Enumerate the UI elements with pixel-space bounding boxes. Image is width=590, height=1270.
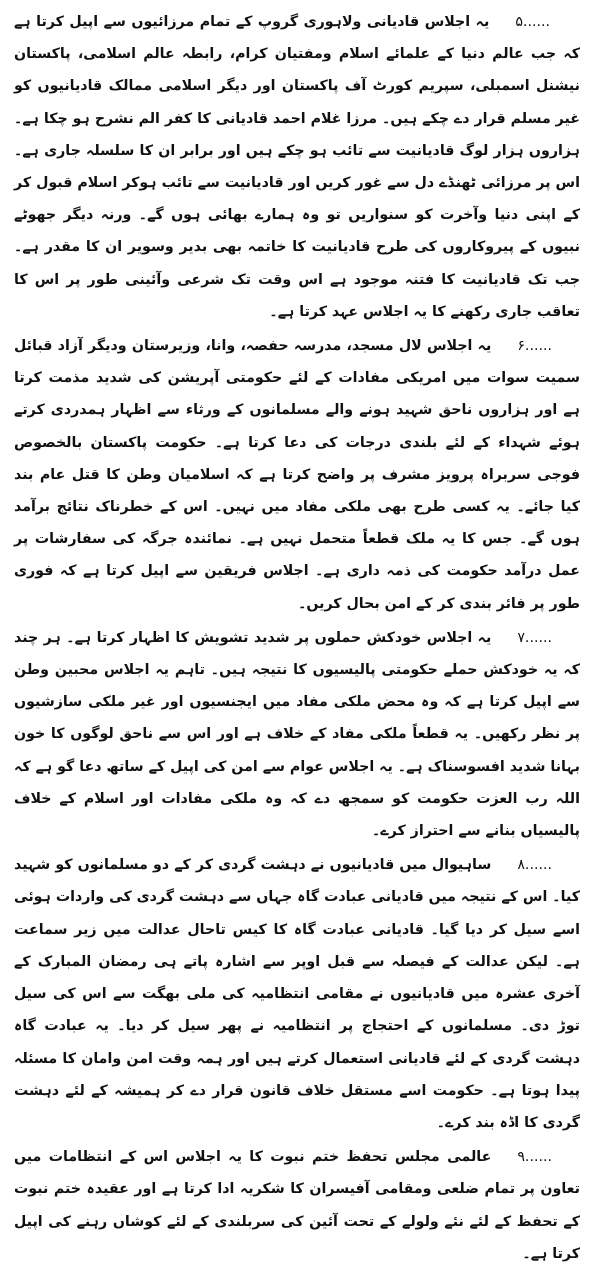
resolution-paragraph-5 <box>14 6 580 328</box>
paragraph-number: ۸...... <box>517 857 552 874</box>
document-page <box>14 6 580 1262</box>
paragraph-text: ساہیوال میں قادیانیوں نے دہشت گردی کر کے دو مسلمانوں کو شہید کیا۔ اس کے نتیجہ میں قادیانی عبادت گاہ جہاں سے دہشت گردی کی واردات ہوئی اسے سیل کر دیا گیا۔ قادیانی عبادت گاہ کا کیس تاحال عدالت میں زیر سماعت ہے۔ لیکن عدالت کے فیصلہ سے قبل اوپر سے اشارہ پاتے ہی رمضان المبارک کے آخری عشرہ میں قادیانیوں نے مقامی انتظامیہ کی ملی بھگت سے اس کی سیل توڑ دی۔ مسلمانوں کے احتجاج پر انتظامیہ نے پھر سیل کر دیا۔ یہ عبادت گاہ دہشت گردی کے لئے قادیانی استعمال کرتے ہیں اور ہمہ وقت امن وامان کا مسئلہ پیدا ہوتا ہے۔ حکومت اسے مستقل خلاف قانون قرار دے کر ہمیشہ کے لئے دہشت گردی کا اڈہ بند کرے۔ <box>14 857 580 1131</box>
paragraph-number: ۹...... <box>517 1149 552 1166</box>
paragraph-text: یہ اجلاس خودکش حملوں پر شدید تشویش کا اظہار کرتا ہے۔ ہر چند کہ یہ خودکش حملے حکومتی پالیسیوں کا نتیجہ ہیں۔ تاہم یہ اجلاس محبین وطن سے اپیل کرتا ہے کہ وہ محض ملکی مفاد میں ایجنسیوں اور غیر ملکی سازشیوں پر نظر رکھیں۔ یہ قطعاً ملکی مفاد کے خلاف ہے اور اس سے ناحق لوگوں کا خون بہانا شدید افسوسناک ہے۔ یہ اجلاس عوام سے امن کی اپیل کے ساتھ دعا گو ہے کہ اللہ رب العزت حکومت کو سمجھ دے کہ وہ ملکی مفادات اور اسلام کے خلاف پالیسیاں بنانے سے احتراز کرے۔ <box>14 629 580 840</box>
resolution-paragraph-8 <box>14 849 580 1139</box>
resolution-paragraph-9 <box>14 1141 580 1270</box>
paragraph-number: ۵...... <box>515 14 550 30</box>
resolution-paragraph-6 <box>14 330 580 620</box>
resolution-paragraph-7 <box>14 622 580 847</box>
paragraph-text: یہ اجلاس لال مسجد، مدرسہ حفصہ، وانا، وزیرستان ودیگر آزاد قبائل سمیت سوات میں امریکی مفادات کے لئے حکومتی آپریشن کی شدید مذمت کرتا ہے اور ہزاروں ناحق شہید ہونے والے مسلمانوں کے ورثاء سے اظہار ہمدردی کرتے ہوئے شہداء کے لئے بلندی درجات کی دعا کرتا ہے۔ حکومت پاکستان بالخصوص فوجی سربراہ پرویز مشرف پر واضح کرتا ہے کہ اسلامیان وطن کا قتل عام بند کیا جائے۔ یہ کسی طرح بھی ملکی مفاد میں نہیں۔ اس کے خطرناک نتائج برآمد ہوں گے۔ جس کا یہ ملک قطعاً متحمل نہیں ہے۔ نمائندہ جرگہ کی سفارشات پر عمل درآمد حکومت کی ذمہ داری ہے۔ اجلاس فریقین سے اپیل کرتا ہے کہ فوری طور پر فائر بندی کر کے امن بحال کریں۔ <box>14 338 580 612</box>
paragraph-number: ۶...... <box>517 338 552 355</box>
paragraph-text: عالمی مجلس تحفظ ختم نبوت کا یہ اجلاس اس کے انتظامات میں تعاون پر تمام ضلعی ومقامی آفیسران کا شکریہ ادا کرتا ہے اور عقیدہ ختم نبوت کے تحفظ کے لئے نئے ولولے کے تحت آئین کی سربلندی کے لئے کوشاں رہنے کی اپیل کرتا ہے۔ <box>14 1149 580 1262</box>
paragraph-text: یہ اجلاس قادیانی ولاہوری گروپ کے تمام مرزائیوں سے اپیل کرتا ہے کہ جب عالم دنیا کے علمائے اسلام ومفتیان کرام، رابطہ عالم اسلامی، پاکستان نیشنل اسمبلی، سپریم کورٹ آف پاکستان اور دیگر اسلامی ممالک قادیانیوں کو غیر مسلم قرار دے چکے ہیں۔ مرزا غلام احمد قادیانی کا کفر الم نشرح ہو چکا ہے۔ ہزاروں ہزار لوگ قادیانیت سے تائب ہو چکے ہیں اور برابر ان کا سلسلہ جاری ہے۔ اس پر مرزائی ٹھنڈے دل سے غور کریں اور قادیانیت سے تائب ہوکر اسلام قبول کر کے اپنی دنیا وآخرت کو سنواریں تو وہ ہمارے بھائی ہوں گے۔ ورنہ دیگر جھوٹے نبیوں کے پیروکاروں کی طرح قادیانیت کا خاتمہ بھی بدیر وسویر ان کا مقدر ہے۔ جب تک قادیانیت کا فتنہ موجود ہے اس وقت تک شرعی وآئینی طور پر اس کا تعاقب جاری رکھنے کا یہ اجلاس عہد کرتا ہے۔ <box>14 14 580 320</box>
paragraph-number: ۷...... <box>517 629 552 646</box>
